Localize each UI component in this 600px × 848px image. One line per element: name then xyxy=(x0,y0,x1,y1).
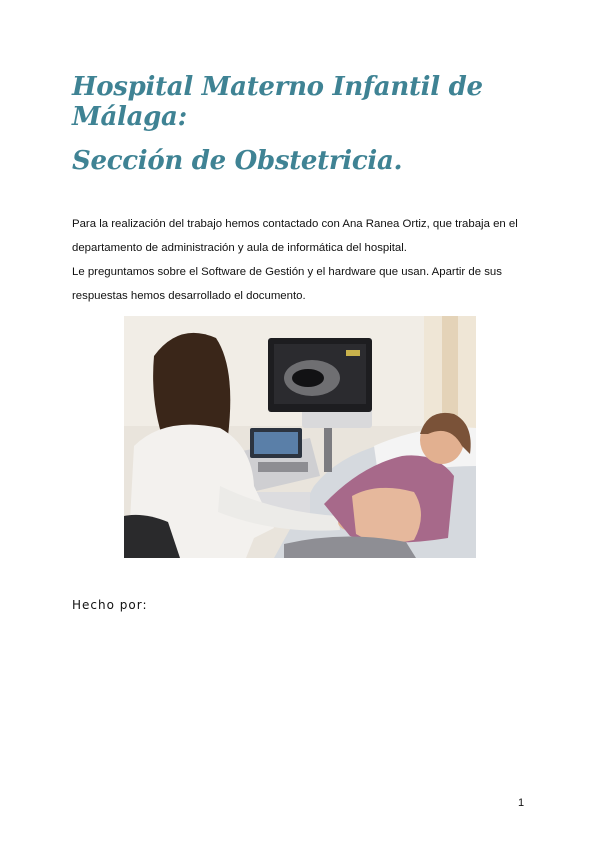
ultrasound-exam-photo xyxy=(124,316,476,558)
context-paragraph: Le preguntamos sobre el Software de Gestión y el hardware que usan. Apartir de sus respuestas hemos desarrollado el documento. xyxy=(72,266,502,302)
document-title: Hospital Materno Infantil de Málaga: xyxy=(72,72,483,132)
intro-paragraph: Para la realización del trabajo hemos contactado con Ana Ranea Ortiz, que trabaja en el departamento de administración y aula de informática del hospital. xyxy=(72,218,518,254)
author-label: Hecho por: xyxy=(72,598,148,612)
page-number: 1 xyxy=(518,797,525,809)
document-subtitle: Sección de Obstetricia. xyxy=(72,146,403,176)
